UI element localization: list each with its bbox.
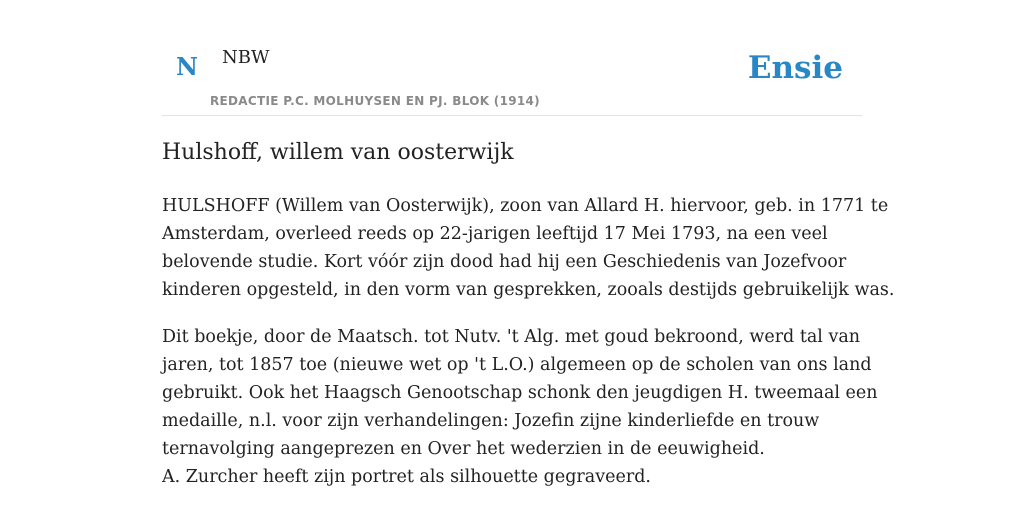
- text-line: kinderen opgesteld, in den vorm van gesprekken, zooals destijds gebruikelijk was.: [162, 280, 895, 300]
- text-line: HULSHOFF (Willem van Oosterwijk), zoon van Allard H. hiervoor, geb. in 1771 te: [162, 196, 889, 216]
- brand-logo-link[interactable]: Ensie: [747, 50, 843, 86]
- source-name[interactable]: NBW: [222, 47, 270, 68]
- article-title: Hulshoff, willem van oosterwijk: [162, 140, 514, 165]
- text-line: medaille, n.l. voor zijn verhandelingen: Jozefin zijne kinderliefde en trouw: [162, 411, 820, 431]
- text-line: jaren, tot 1857 toe (nieuwe wet op 't L.O.) algemeen op de scholen van ons land: [162, 355, 872, 375]
- text-line: gebruikt. Ook het Haagsch Genootschap schonk den jeugdigen H. tweemaal een: [162, 383, 878, 403]
- text-line: A. Zurcher heeft zijn portret als silhouette gegraveerd.: [162, 467, 651, 487]
- source-logo-letter[interactable]: N: [176, 52, 198, 81]
- source-subtitle: REDACTIE P.C. MOLHUYSEN EN PJ. BLOK (1914): [210, 94, 540, 108]
- text-line: belovende studie. Kort vóór zijn dood had hij een Geschiedenis van Jozefvoor: [162, 252, 847, 272]
- text-line: Dit boekje, door de Maatsch. tot Nutv. 't Alg. met goud bekroond, werd tal van: [162, 327, 861, 347]
- article-body: [162, 192, 895, 510]
- article-paragraph-2: [162, 323, 878, 491]
- text-line: Amsterdam, overleed reeds op 22-jarigen leeftijd 17 Mei 1793, na een veel: [162, 224, 828, 244]
- article-paragraph-1: [162, 192, 895, 304]
- text-line: ternavolging aangeprezen en Over het wederzien in de eeuwigheid.: [162, 439, 765, 459]
- header-divider: [162, 115, 862, 116]
